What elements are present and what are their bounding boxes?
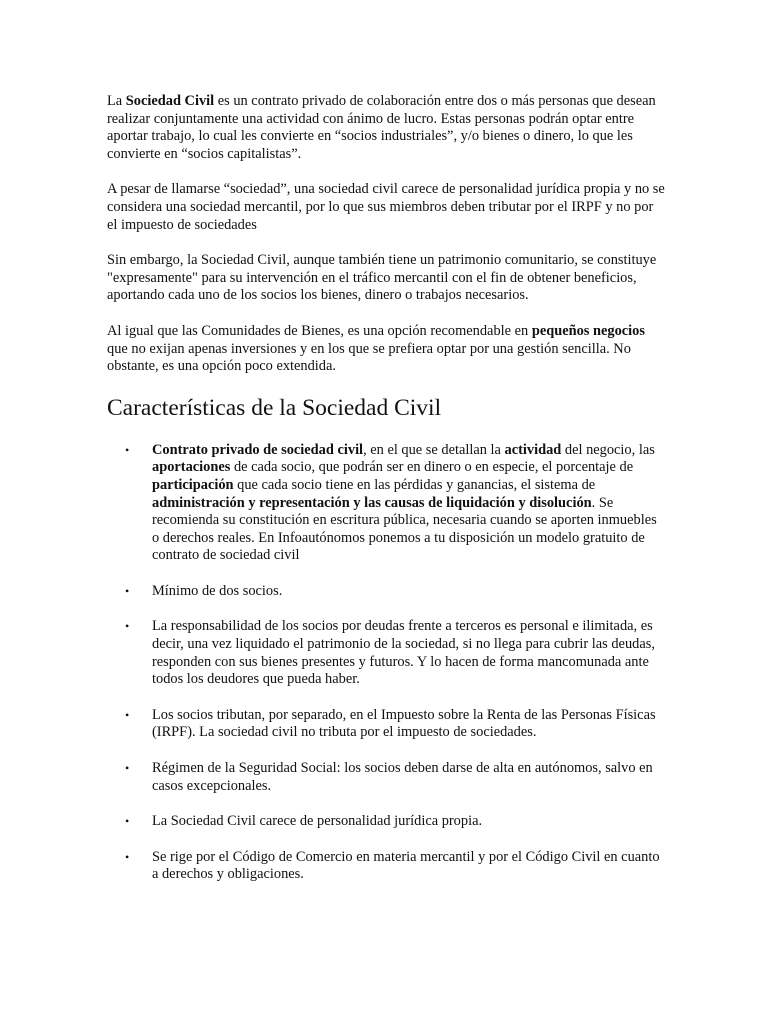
- bullet-icon: •: [125, 707, 130, 722]
- text-run: La Sociedad Civil carece de personalidad jurídica propia.: [152, 813, 483, 830]
- bold-run: Sociedad Civil: [125, 93, 215, 109]
- list-item: [107, 849, 667, 884]
- list-item: [107, 618, 667, 688]
- bold-run: participación: [152, 476, 234, 493]
- text-run: es un contrato privado de colaboración entre dos o más personas que desean realizar conjuntamente una actividad con ánimo de lucro. Estas personas podrán optar entre aportar trabajo, lo cual les convierte en “socios industriales”, y/o bienes o dinero, lo que les convierte en “socios capitalistas”.: [107, 93, 656, 162]
- bullet-icon: •: [125, 814, 130, 829]
- bullet-icon: •: [125, 849, 130, 864]
- tax-paragraph: A pesar de llamarse “sociedad”, una sociedad civil carece de personalidad jurídica propia y no se considera una sociedad mercantil, por lo que sus miembros deben tributar por el IRPF y no por el impuesto de sociedades: [107, 181, 665, 233]
- list-item: [107, 583, 667, 601]
- bullet-icon: •: [125, 442, 130, 457]
- text-run: Los socios tributan, por separado, en el Impuesto sobre la Renta de las Personas Físicas (IRPF). La sociedad civil no tributa por el impuesto de sociedades.: [152, 706, 656, 741]
- intro-paragraph: [107, 93, 667, 163]
- bold-run: aportaciones: [152, 459, 231, 476]
- patrimony-paragraph: Sin embargo, la Sociedad Civil, aunque también tiene un patrimonio comunitario, se constituye "expresamente" para su intervención en el tráfico mercantil con el fin de obtener beneficios, aportando cada uno de los socios los bienes, dinero o trabajos necesarios.: [107, 252, 657, 304]
- text-run: Mínimo de dos socios.: [152, 582, 283, 599]
- list-item: [107, 707, 667, 742]
- bold-run: administración y representación y las causas de liquidación y disolución: [152, 494, 592, 511]
- document-body: [107, 93, 667, 902]
- bold-run: Contrato privado de sociedad civil: [152, 441, 364, 458]
- list-item: [107, 760, 667, 795]
- text-run: , en el que se detallan la: [363, 441, 505, 458]
- section-heading: Características de la Sociedad Civil: [107, 394, 442, 421]
- text-run: que cada socio tiene en las pérdidas y ganancias, el sistema de: [233, 476, 596, 493]
- text-run: que no exijan apenas inversiones y en los que se prefiera optar por una gestión sencilla. No obstante, es una opción poco extendida.: [107, 340, 631, 375]
- recommendation-paragraph: [107, 323, 667, 376]
- bullet-icon: •: [125, 761, 130, 776]
- text-run: Al igual que las Comunidades de Bienes, es una opción recomendable en: [107, 322, 532, 339]
- bullet-icon: •: [125, 619, 130, 634]
- text-run: Régimen de la Seguridad Social: los socios deben darse de alta en autónomos, salvo en casos excepcionales.: [152, 760, 653, 794]
- text-run: Se rige por el Código de Comercio en materia mercantil y por el Código Civil en cuanto a derechos y obligaciones.: [152, 848, 660, 883]
- list-item: [107, 813, 667, 831]
- list-item: [107, 442, 667, 565]
- bold-run: pequeños negocios: [531, 322, 645, 339]
- text-run: . Se recomienda su constitución en escritura pública, necesaria cuando se aporten inmuebles o derechos reales. En Infoautónomos ponemos a tu disposición un modelo gratuito de contrato de sociedad civil: [152, 494, 657, 564]
- characteristics-list: [107, 442, 667, 884]
- text-run: del negocio, las: [561, 441, 655, 458]
- text-run: La: [107, 93, 126, 109]
- text-run: La responsabilidad de los socios por deudas frente a terceros es personal e ilimitada, es decir, una vez liquidado el patrimonio de la sociedad, si no llega para cubrir las deudas, responden con sus bienes presentes y futuros. Y lo hacen de forma mancomunada ante todos los deudores que pueda haber.: [152, 618, 655, 688]
- bullet-icon: •: [125, 583, 130, 598]
- text-run: de cada socio, que podrán ser en dinero o en especie, el porcentaje de: [230, 459, 634, 476]
- bold-run: actividad: [504, 441, 562, 458]
